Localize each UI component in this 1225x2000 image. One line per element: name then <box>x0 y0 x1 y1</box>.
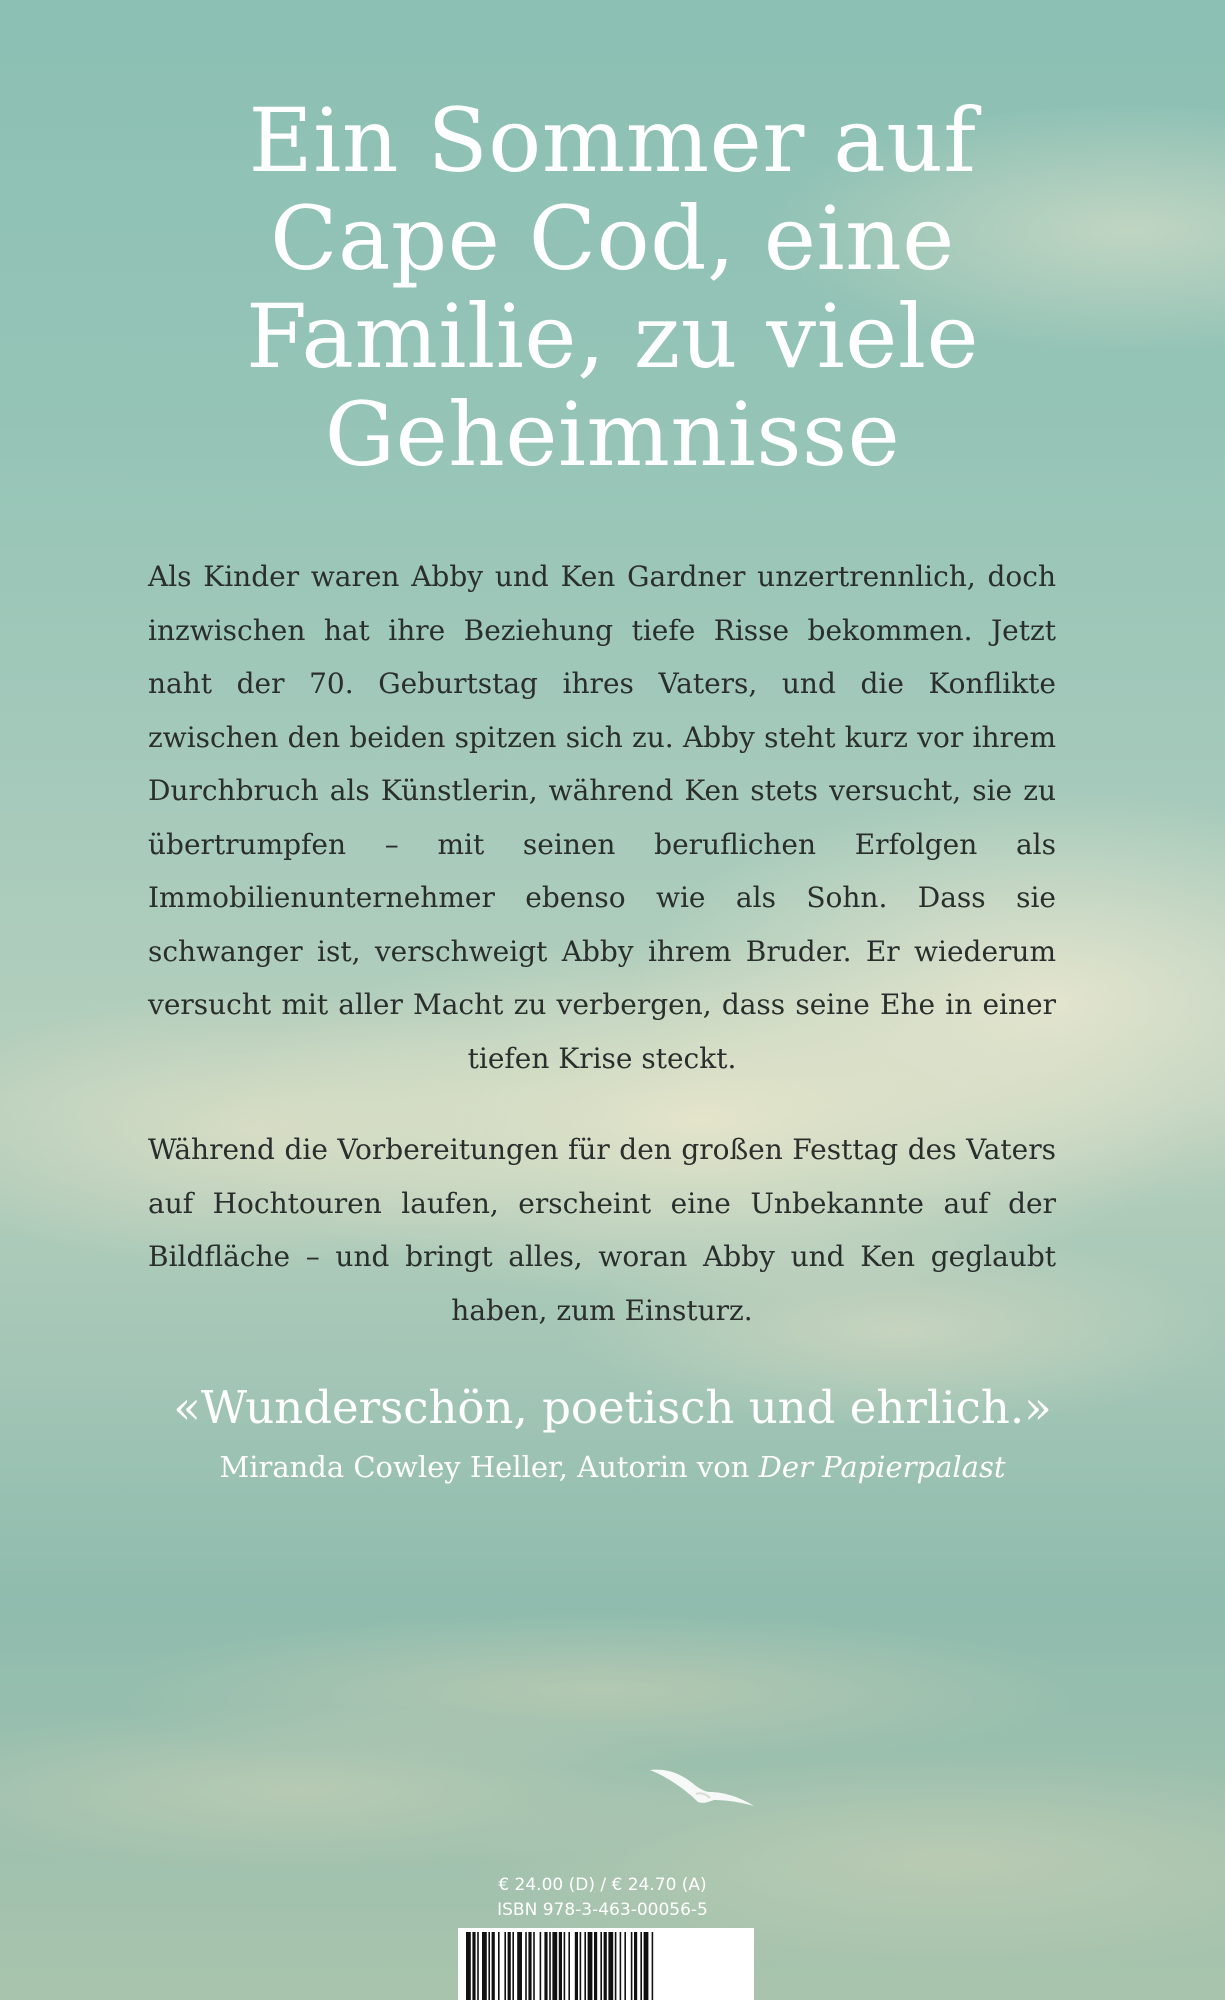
barcode-bar <box>600 1932 602 2000</box>
barcode-bar <box>477 1932 479 2000</box>
barcode-bar <box>466 1932 471 2000</box>
barcode-bar <box>640 1932 642 2000</box>
barcode-bar <box>652 1932 654 2000</box>
headline-line: Cape Cod, eine <box>270 187 955 290</box>
blurb-paragraph-1: Als Kinder waren Abby und Ken Gardner unzertrennlich, doch inzwischen hat ihre Beziehung tiefe Risse bekommen. Jetzt naht der 70. Geburtstag ihres Vaters, und die Konflikte zwischen den beiden spitzen sich zu. Abby steht kurz vor ihrem Durchbruch als Künstlerin, während Ken stets versucht, sie zu übertrumpfen – mit seinen beruflichen Erfolgen als Immobilienunternehmer ebenso wie als Sohn. Dass sie schwanger ist, verschweigt Abby ihrem Bruder. Er wiederum versucht mit aller Macht zu verbergen, dass seine Ehe in einer tiefen Krise steckt. <box>148 560 1056 1075</box>
barcode-bar <box>631 1932 633 2000</box>
barcode-bar <box>492 1932 495 2000</box>
barcode-bar <box>604 1932 607 2000</box>
headline <box>0 89 1225 486</box>
blurb-paragraph-2: Während die Vorbereitungen für den großen Festtag des Vaters auf Hochtouren laufen, erscheint eine Unbekannte auf der Bildfläche – und bringt alles, woran Abby und Ken geglaubt haben, zum Einsturz. <box>148 1133 1056 1327</box>
barcode-bar <box>564 1932 566 2000</box>
quote-attribution <box>0 1445 1225 1490</box>
barcode-bar <box>624 1932 626 2000</box>
barcode-bar <box>517 1932 522 2000</box>
barcode-bar <box>620 1932 622 2000</box>
barcode-bar <box>584 1932 586 2000</box>
isbn-label: ISBN 978-3-463-00056-5 <box>497 1900 708 1920</box>
barcode-bar <box>549 1932 551 2000</box>
barcode-bar <box>528 1932 531 2000</box>
barcode-bar <box>498 1932 500 2000</box>
barcode-bar <box>580 1932 582 2000</box>
barcode-bar <box>525 1932 527 2000</box>
headline-line: Familie, zu viele <box>245 285 980 388</box>
price-label: € 24.00 (D) / € 24.70 (A) <box>498 1875 707 1895</box>
barcode-icon <box>458 1928 754 2000</box>
barcode-bar <box>552 1932 557 2000</box>
attribution-author: Miranda Cowley Heller, Autorin von <box>219 1450 759 1484</box>
seagull-icon <box>648 1762 758 1822</box>
barcode-bar <box>533 1932 535 2000</box>
headline-line: Ein Sommer auf <box>248 89 977 192</box>
barcode-bar <box>488 1932 490 2000</box>
barcode-bar <box>540 1932 542 2000</box>
barcode-bar <box>644 1932 649 2000</box>
barcode-bar <box>544 1932 547 2000</box>
barcode-bar <box>512 1932 514 2000</box>
barcode-bar <box>634 1932 637 2000</box>
barcode-bar <box>504 1932 506 2000</box>
barcode-bar <box>508 1932 511 2000</box>
barcode-bar <box>588 1932 593 2000</box>
barcode-bar <box>568 1932 570 2000</box>
barcode-bar <box>615 1932 617 2000</box>
headline-line: Geheimnisse <box>324 383 901 486</box>
barcode-bar <box>575 1932 578 2000</box>
barcode-bar <box>472 1932 475 2000</box>
barcode-bar <box>482 1932 487 2000</box>
barcode-bar <box>608 1932 613 2000</box>
attribution-book-title: Der Papierpalast <box>758 1450 1006 1484</box>
barcode-bar <box>594 1932 597 2000</box>
barcode-bar <box>559 1932 562 2000</box>
review-quote: «Wunderschön, poetisch und ehrlich.» <box>173 1381 1052 1434</box>
